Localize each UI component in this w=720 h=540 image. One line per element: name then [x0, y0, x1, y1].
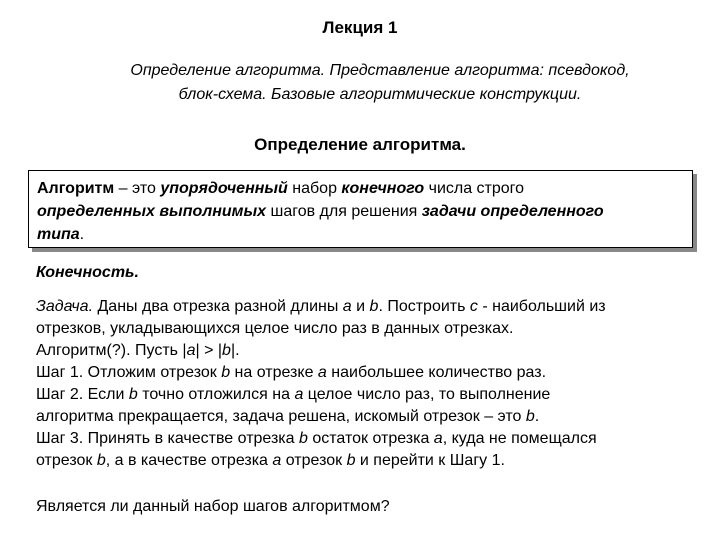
subtitle-line-2: блок-схема. Базовые алгоритмические конструкции. — [178, 86, 582, 103]
finiteness-heading: Конечность. — [36, 264, 139, 281]
lecture-subtitle — [60, 59, 700, 107]
subtitle-line-1: Определение алгоритма. Представление алгоритма: псевдокод, — [130, 62, 630, 79]
step-2: Шаг 2. Если b точно отложился на a целое число раз, то выполнение — [36, 386, 551, 403]
definition-emphasis: конечного — [341, 180, 425, 197]
definition-text: – это — [114, 180, 161, 197]
closing-question: Является ли данный набор шагов алгоритмом? — [36, 498, 390, 515]
definition-emphasis: типа — [37, 226, 80, 243]
definition-text: набор — [287, 180, 342, 197]
task-line-2: отрезков, укладывающихся целое число раз в данных отрезках. — [36, 320, 514, 337]
lecture-title: Лекция 1 — [322, 18, 398, 37]
definition-text: шагов для решения — [266, 203, 422, 220]
step-3: Шаг 3. Принять в качестве отрезка b остаток отрезка a, куда не помещался — [36, 430, 597, 447]
task-line-3: Алгоритм(?). Пусть |a| > |b|. — [36, 342, 240, 359]
definition-emphasis: определенных выполнимых — [37, 203, 267, 220]
task-body — [36, 262, 696, 518]
definition-emphasis: задачи определенного — [421, 203, 604, 220]
definition-text: числа строго — [424, 180, 525, 197]
step-3-cont: отрезок b, а в качестве отрезка a отрезок b и перейти к Шагу 1. — [36, 452, 505, 469]
step-1: Шаг 1. Отложим отрезок b на отрезке a наибольшее количество раз. — [36, 364, 547, 381]
definition-text: . — [79, 226, 85, 243]
step-2-cont: алгоритма прекращается, задача решена, искомый отрезок – это b. — [36, 408, 540, 425]
definition-box — [28, 170, 693, 248]
task-line-1: Задача. Даны два отрезка разной длины a и b. Построить c - наибольший из — [36, 298, 606, 315]
definition-emphasis: упорядоченный — [160, 180, 288, 197]
section-title: Определение алгоритма. — [254, 135, 466, 154]
definition-term: Алгоритм — [37, 180, 115, 197]
